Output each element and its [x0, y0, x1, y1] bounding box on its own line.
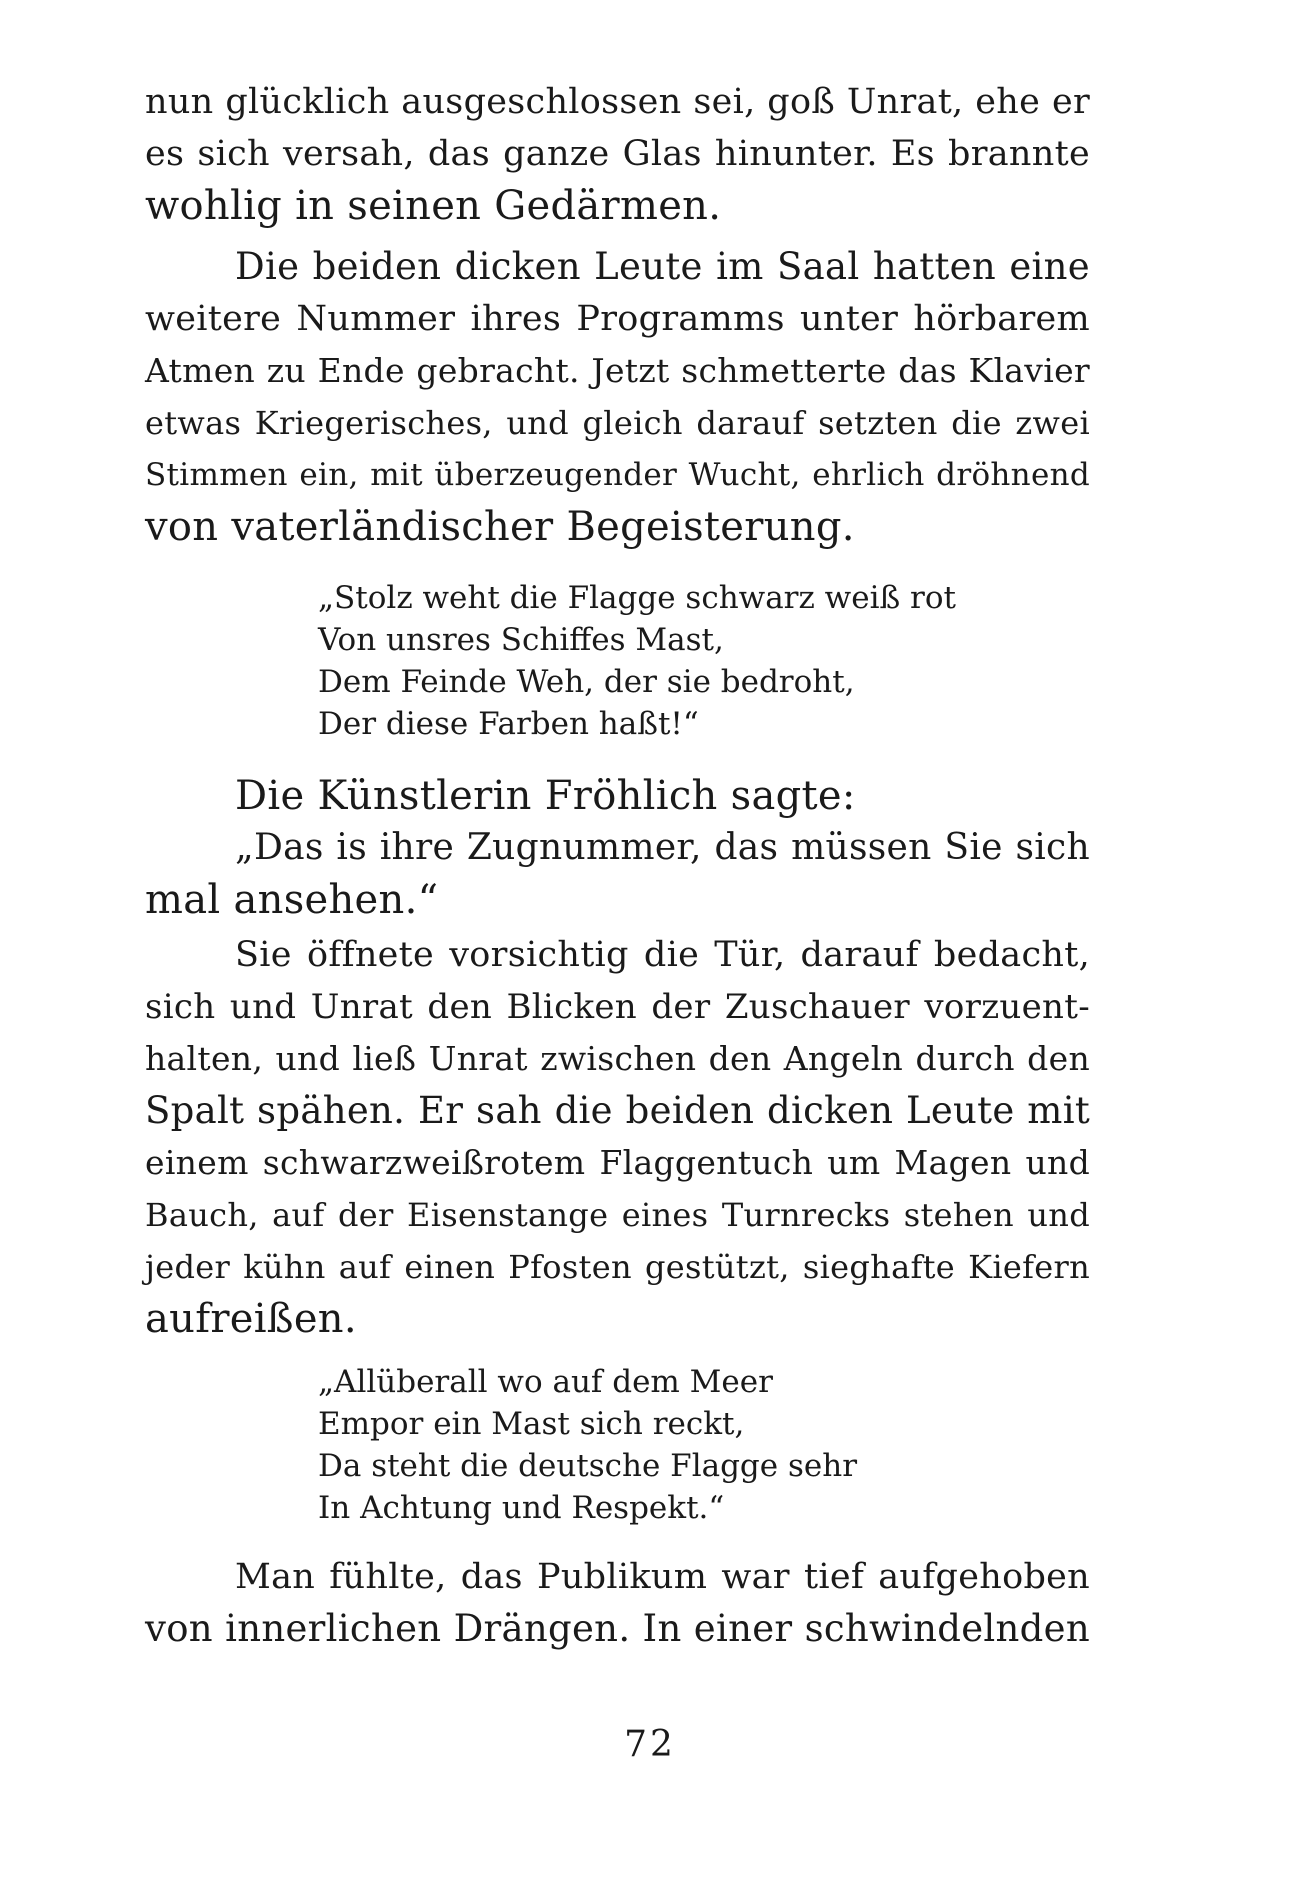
verse-quote [318, 577, 1018, 745]
text-line: mal ansehen.“ [145, 877, 439, 923]
paragraph [145, 770, 1090, 822]
text-line: etwas Kriegerisches, und gleich darauf setzten die zwei [145, 404, 1090, 442]
paragraph [145, 241, 1090, 553]
text-line: Sie öffnete vorsichtig die Tür, darauf bedacht, [235, 935, 1090, 975]
verse-line: Von unsres Schiffes Mast, [318, 622, 724, 658]
text-line: von vaterländischer Begeisterung. [145, 504, 855, 550]
text-line: Stimmen ein, mit überzeugender Wucht, ehrlich dröhnend [145, 457, 1090, 493]
text-line: „Das is ihre Zugnummer, das müssen Sie sich [235, 827, 1090, 868]
text-line: halten, und ließ Unrat zwischen den Angeln durch den [145, 1039, 1090, 1078]
verse-line: „Stolz weht die Flagge schwarz weiß rot [318, 580, 956, 616]
text-line: aufreißen. [145, 1296, 357, 1342]
text-line: Die beiden dicken Leute im Saal hatten eine [235, 245, 1090, 288]
text-line: Die Künstlerin Fröhlich sagte: [235, 773, 856, 819]
paragraph-continuation [145, 76, 1090, 232]
page-number: 72 [624, 1724, 676, 1765]
text-line: von innerlichen Drängen. In einer schwindelnden [145, 1607, 1090, 1650]
verse-line: Dem Feinde Weh, der sie bedroht, [318, 664, 855, 700]
verse-line: Empor ein Mast sich reckt, [318, 1406, 745, 1442]
text-line: nun glücklich ausgeschlossen sei, goß Unrat, ehe er [145, 82, 1090, 122]
verse-line: Der diese Farben haßt!“ [318, 706, 699, 742]
paragraph [145, 1551, 1090, 1655]
paragraph [145, 929, 1090, 1345]
text-line: es sich versah, das ganze Glas hinunter. Es brannte [145, 134, 1090, 174]
text-line: jeder kühn auf einen Pfosten gestützt, sieghafte Kiefern [145, 1248, 1090, 1286]
verse-line: Da steht die deutsche Flagge sehr [318, 1448, 858, 1484]
text-line: wohlig in seinen Gedärmen. [145, 183, 722, 229]
verse-line: „Allüberall wo auf dem Meer [318, 1364, 773, 1400]
text-line: Spalt spähen. Er sah die beiden dicken Leute mit [145, 1089, 1090, 1132]
paragraph [145, 822, 1090, 926]
verse-line: In Achtung und Respekt.“ [318, 1490, 725, 1526]
verse-quote [318, 1361, 1018, 1529]
text-line: weitere Nummer ihres Programms unter hörbarem [145, 299, 1090, 339]
text-line: sich und Unrat den Blicken der Zuschauer vorzuent- [145, 987, 1090, 1027]
text-line: Atmen zu Ende gebracht. Jetzt schmetterte das Klavier [145, 351, 1090, 390]
text-line: Bauch, auf der Eisenstange eines Turnrecks stehen und [145, 1196, 1090, 1234]
text-line: einem schwarzweißrotem Flaggentuch um Magen und [145, 1143, 1090, 1182]
text-line: Man fühlte, das Publikum war tief aufgehoben [235, 1557, 1090, 1597]
